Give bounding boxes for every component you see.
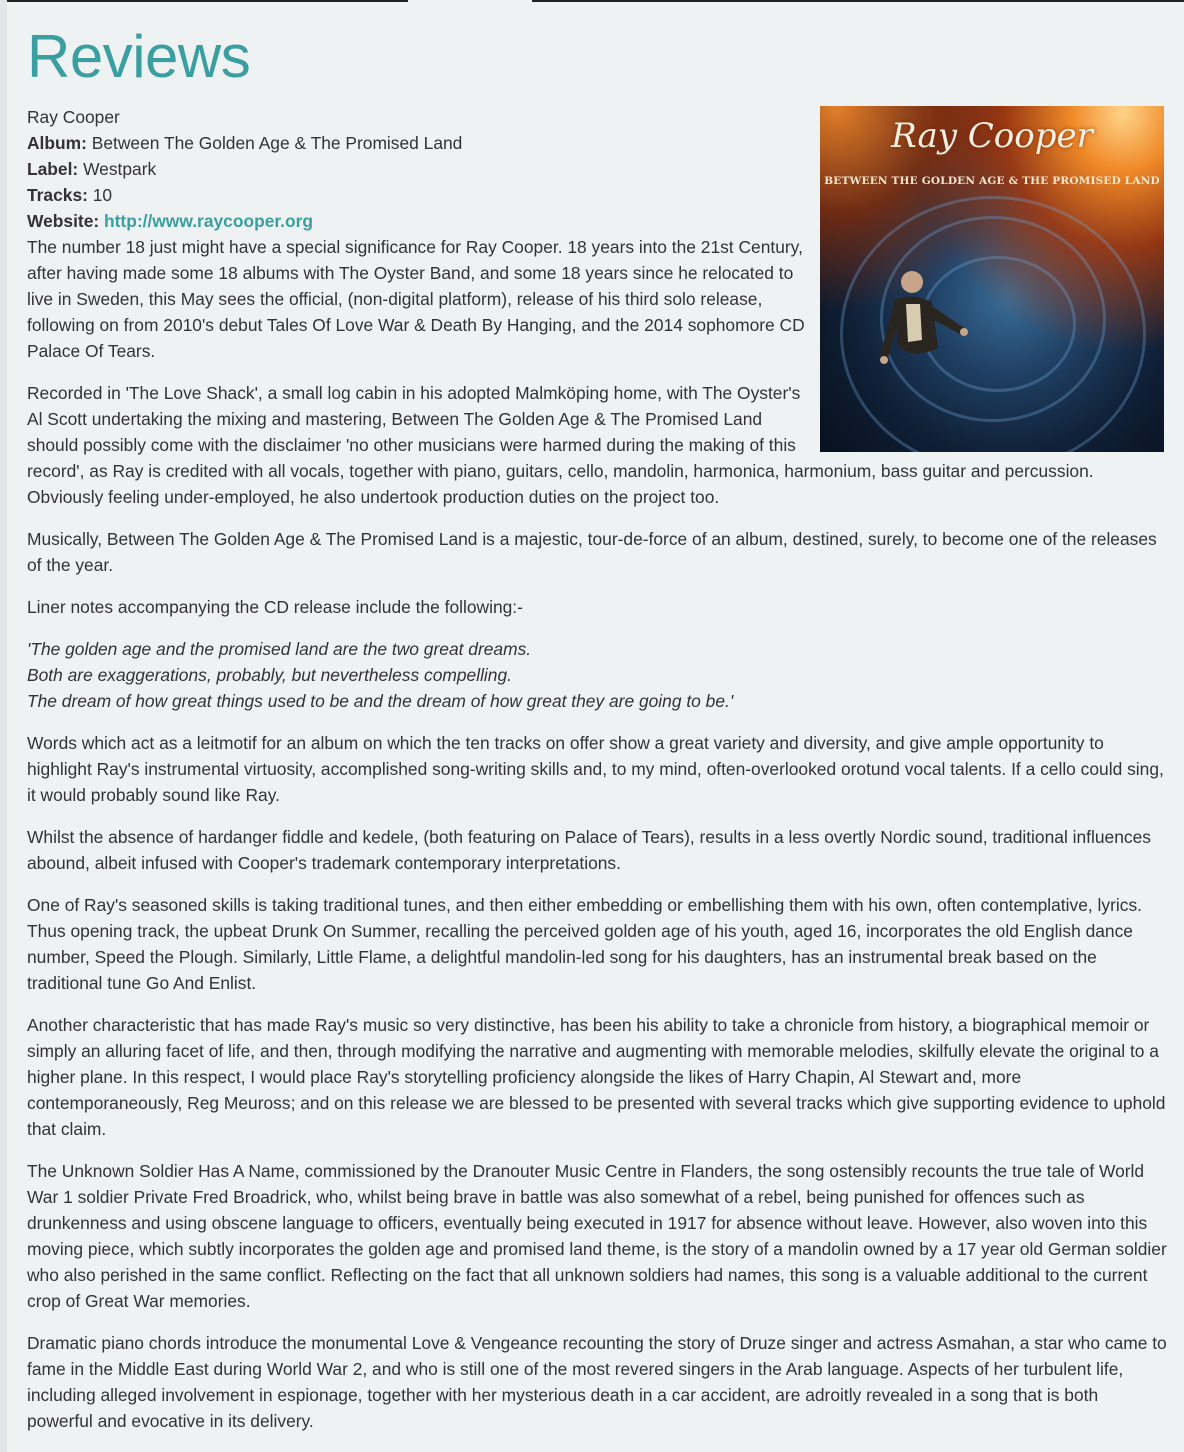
review-paragraph: Another characteristic that has made Ray's music so very distinctive, has been his ability to take a chronicle from history, a biographical memoir or simply an alluring facet of life, and then, through modifying the narrative and augmenting with memorable melodies, skilfully elevate the original to a higher plane. In this respect, I would place Ray's storytelling proficiency alongside the likes of Harry Chapin, Al Stewart and, more contemporaneously, Reg Meuross; and on this release we are blessed to be presented with several tracks which give supporting evidence to uphold that claim. [27,1015,1166,1139]
website-label: Website: [27,211,100,231]
album-value: Between The Golden Age & The Promised Land [91,133,463,153]
left-edge [0,0,7,1452]
liner-notes-quote [27,636,1167,714]
quote-line: The dream of how great things used to be and the dream of how great they are going to be.' [27,691,734,711]
label-value: Westpark [83,159,157,179]
review-paragraph: One of Ray's seasoned skills is taking traditional tunes, and then either embedding or embellishing them with his own, often contemplative, lyrics. Thus opening track, the upbeat Drunk On Summer, recalling the perceived golden age of his youth, aged 16, incorporates the old English dance number, Speed the Plough. Similarly, Little Flame, a delightful mandolin-led song for his daughters, has an instrumental break based on the traditional tune Go And Enlist. [27,895,1142,993]
page-title: Reviews [27,23,251,90]
artist-name: Ray Cooper [27,107,120,127]
cover-title: Ray Cooper [891,116,1093,156]
review-paragraph: Recorded in 'The Love Shack', a small log cabin in his adopted Malmköping home, with The Oyster's Al Scott undertaking the mixing and mastering, Between The Golden Age & The Promised Land should possibly come with the disclaimer 'no other musicians were harmed during the making of this record', as Ray is credited with all vocals, together with piano, guitars, cello, mandolin, harmonica, harmonium, bass guitar and percussion. Obviously feeling under-employed, he also undertook production duties on the project too. [27,383,1094,507]
review-paragraph: Liner notes accompanying the CD release include the following:- [27,597,523,617]
album-label: Album: [27,133,87,153]
review-paragraph: Musically, Between The Golden Age & The Promised Land is a majestic, tour-de-force of an album, destined, surely, to become one of the releases of the year. [27,529,1157,575]
review-content [27,0,1167,1450]
label-label: Label: [27,159,79,179]
quote-line: Both are exaggerations, probably, but nevertheless compelling. [27,665,512,685]
review-paragraph: Whilst the absence of hardanger fiddle and kedele, (both featuring on Palace of Tears), results in a less overtly Nordic sound, traditional influences abound, albeit infused with Cooper's trademark contemporary interpretations. [27,827,1151,873]
review-paragraph: Dramatic piano chords introduce the monumental Love & Vengeance recounting the story of Druze singer and actress Asmahan, a star who came to fame in the Middle East during World War 2, and who is still one of the most revered singers in the Arab language. Aspects of her turbulent life, including alleged involvement in espionage, together with her mysterious death in a car accident, are adroitly revealed in a song that is both powerful and evocative in its delivery. [27,1333,1167,1431]
tracks-label: Tracks: [27,185,88,205]
review-paragraph: Words which act as a leitmotif for an album on which the ten tracks on offer show a great variety and diversity, and give ample opportunity to highlight Ray's instrumental virtuosity, accomplished song-writing skills and, to my mind, often-overlooked orotund vocal talents. If a cello could sing, it would probably sound like Ray. [27,733,1164,805]
cover-subtitle: BETWEEN THE GOLDEN AGE & THE PROMISED LAND [824,175,1160,187]
cover-figure-icon [880,256,970,376]
quote-line: 'The golden age and the promised land are the two great dreams. [27,639,532,659]
website-link[interactable]: http://www.raycooper.org [104,211,314,231]
album-cover-image [820,106,1164,452]
review-paragraph: The number 18 just might have a special significance for Ray Cooper. 18 years into the 21st Century, after having made some 18 albums with The Oyster Band, and some 18 years since he relocated to live in Sweden, this May sees the official, (non-digital platform), release of his third solo release, following on from 2010's debut Tales Of Love War & Death By Hanging, and the 2014 sophomore CD Palace Of Tears. [27,237,805,361]
tracks-value: 10 [92,185,113,205]
review-paragraph: The Unknown Soldier Has A Name, commissioned by the Dranouter Music Centre in Flanders, the song ostensibly recounts the true tale of World War 1 soldier Private Fred Broadrick, who, whilst being brave in battle was also somewhat of a rebel, being punished for offences such as drunkenness and using obscene language to officers, eventually being executed in 1917 for absence without leave. However, also woven into this moving piece, which subtly incorporates the golden age and promised land theme, is the story of a mandolin owned by a 17 year old German soldier who also perished in the same conflict. Reflecting on the fact that all unknown soldiers had names, this song is a valuable additional to the current crop of Great War memories. [27,1161,1167,1311]
